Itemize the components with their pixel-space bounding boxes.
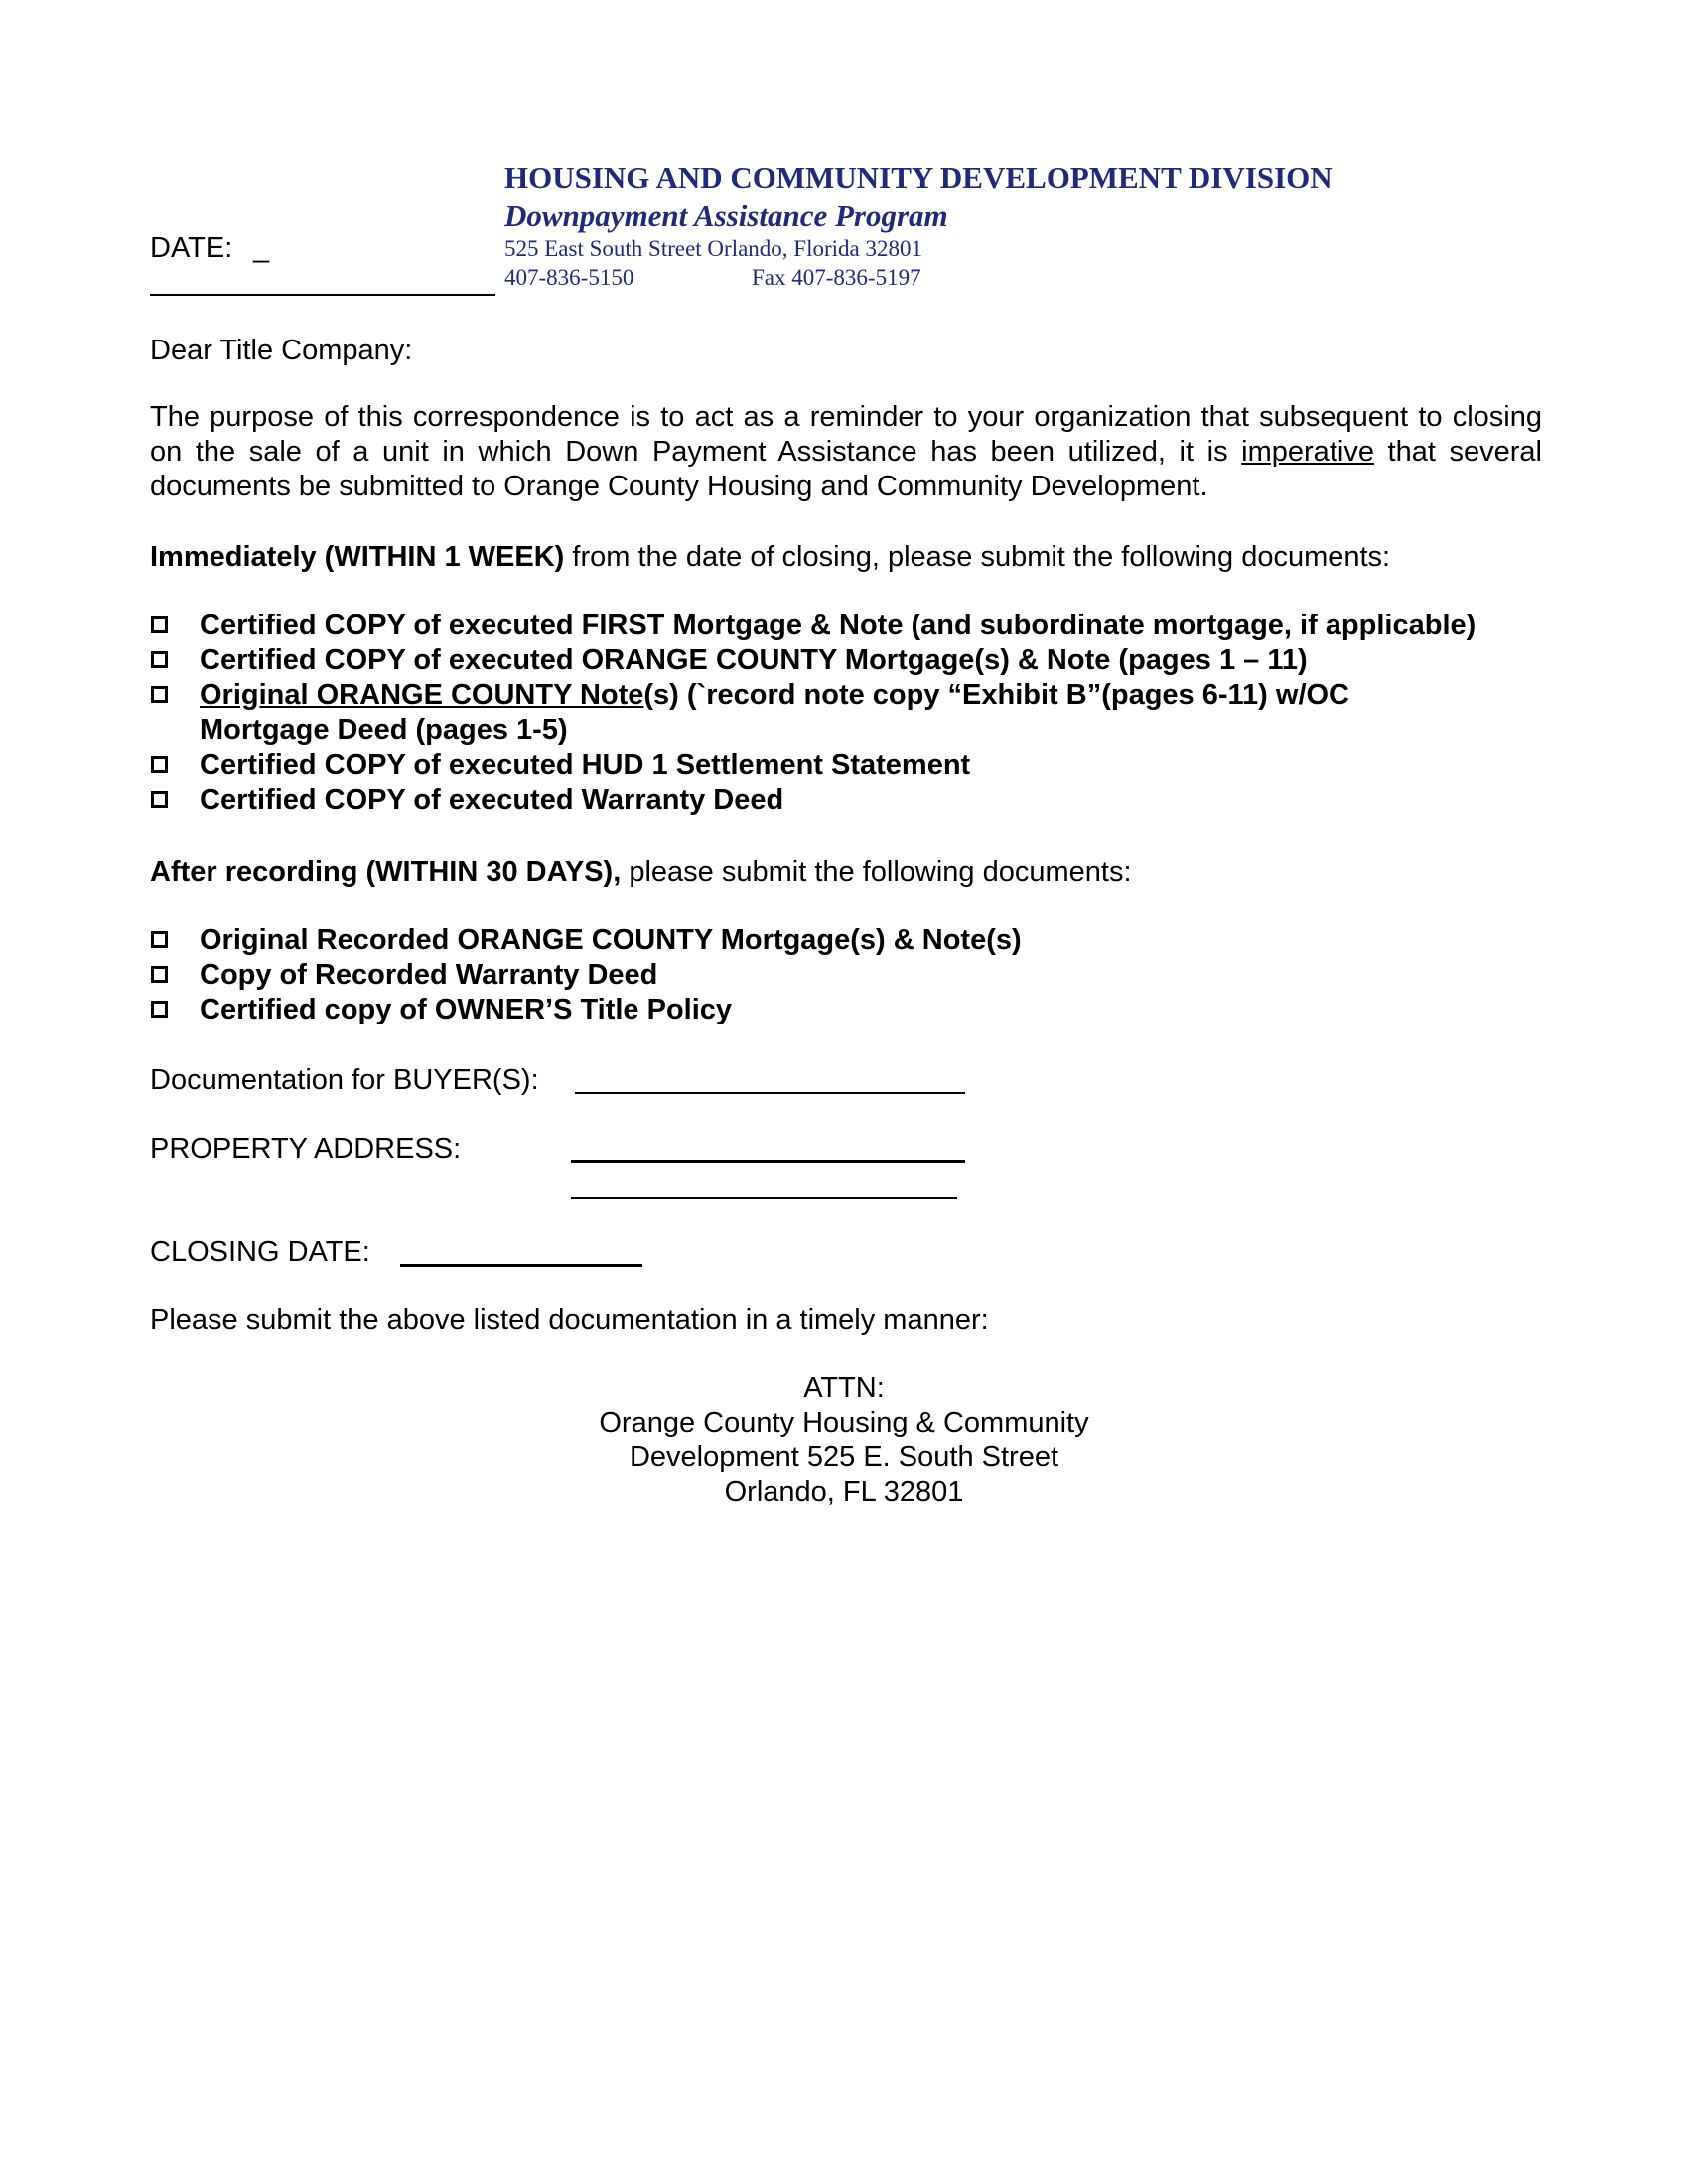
buyers-label: Documentation for BUYER(S): [150, 1064, 539, 1096]
date-label: DATE: [150, 232, 233, 264]
property-address-label: PROPERTY ADDRESS: [150, 1133, 462, 1164]
intro-text-1: The purpose of this correspondence is to act as a reminder to your organization that subsequent to closing on the sale of a unit in which Down Payment Assistance has been utilized, it is [150, 401, 1542, 468]
closing-date-label: CLOSING DATE: [150, 1236, 370, 1268]
checkbox-icon[interactable] [151, 791, 168, 808]
section2-lead-bold: After recording (WITHIN 30 DAYS), [150, 856, 622, 887]
intro-paragraph [150, 400, 1542, 504]
checkbox-icon[interactable] [151, 651, 168, 668]
program-name: Downpayment Assistance Program [504, 199, 948, 233]
salutation: Dear Title Company: [150, 335, 413, 366]
office-address: 525 East South Street Orlando, Florida 32801 [504, 236, 922, 261]
office-phone: 407-836-5150 [504, 265, 634, 290]
intro-emphasis: imperative [1241, 436, 1374, 468]
checkbox-icon[interactable] [151, 966, 168, 983]
section1-item-rest: (s) (`record note copy “Exhibit B”(pages 6-11) w/OC [643, 679, 1350, 711]
section2-item: Certified copy of OWNER’S Title Policy [200, 994, 733, 1025]
section1-item-continued: Mortgage Deed (pages 1-5) [200, 714, 568, 746]
closing-date-field[interactable] [400, 1264, 642, 1267]
checkbox-icon[interactable] [151, 686, 168, 703]
section2-item: Copy of Recorded Warranty Deed [200, 959, 658, 991]
section1-item-underlined: Original ORANGE COUNTY Note [200, 679, 644, 711]
section1-item: Certified COPY of executed Warranty Deed [200, 784, 784, 816]
section2-item: Original Recorded ORANGE COUNTY Mortgage(s) & Note(s) [200, 924, 1022, 956]
checkbox-icon[interactable] [151, 1001, 168, 1018]
date-value: _ [253, 232, 270, 264]
section1-item: Certified COPY of executed FIRST Mortgage & Note (and subordinate mortgage, if applicable) [200, 610, 1477, 641]
checkbox-icon[interactable] [151, 931, 168, 948]
property-address-field[interactable] [571, 1160, 965, 1163]
division-title: HOUSING AND COMMUNITY DEVELOPMENT DIVISION [504, 160, 1333, 195]
checkbox-icon[interactable] [151, 616, 168, 633]
intro-text-2: that several documents be submitted to Orange County Housing and Community Development. [150, 436, 1542, 502]
section1-item [200, 677, 1349, 713]
property-address-field-line2[interactable] [571, 1197, 957, 1199]
office-fax: Fax 407-836-5197 [752, 265, 921, 290]
checkbox-icon[interactable] [151, 756, 168, 773]
attn-line: Orange County Housing & Community [599, 1407, 1089, 1438]
buyers-field[interactable] [575, 1092, 965, 1094]
attn-line: Orlando, FL 32801 [724, 1476, 964, 1508]
section1-lead-bold: Immediately (WITHIN 1 WEEK) [150, 541, 565, 573]
section2-lead-rest: please submit the following documents: [621, 856, 1132, 887]
section1-lead [150, 539, 1390, 575]
closing-note: Please submit the above listed documentation in a timely manner: [150, 1304, 989, 1336]
section1-item: Certified COPY of executed HUD 1 Settlement Statement [200, 750, 971, 781]
date-line [150, 294, 495, 296]
section2-lead [150, 854, 1132, 889]
section1-item: Certified COPY of executed ORANGE COUNTY Mortgage(s) & Note (pages 1 – 11) [200, 644, 1308, 676]
attn-line: Development 525 E. South Street [629, 1441, 1059, 1473]
section1-lead-rest: from the date of closing, please submit the following documents: [564, 541, 1391, 573]
attn-label: ATTN: [803, 1372, 885, 1404]
